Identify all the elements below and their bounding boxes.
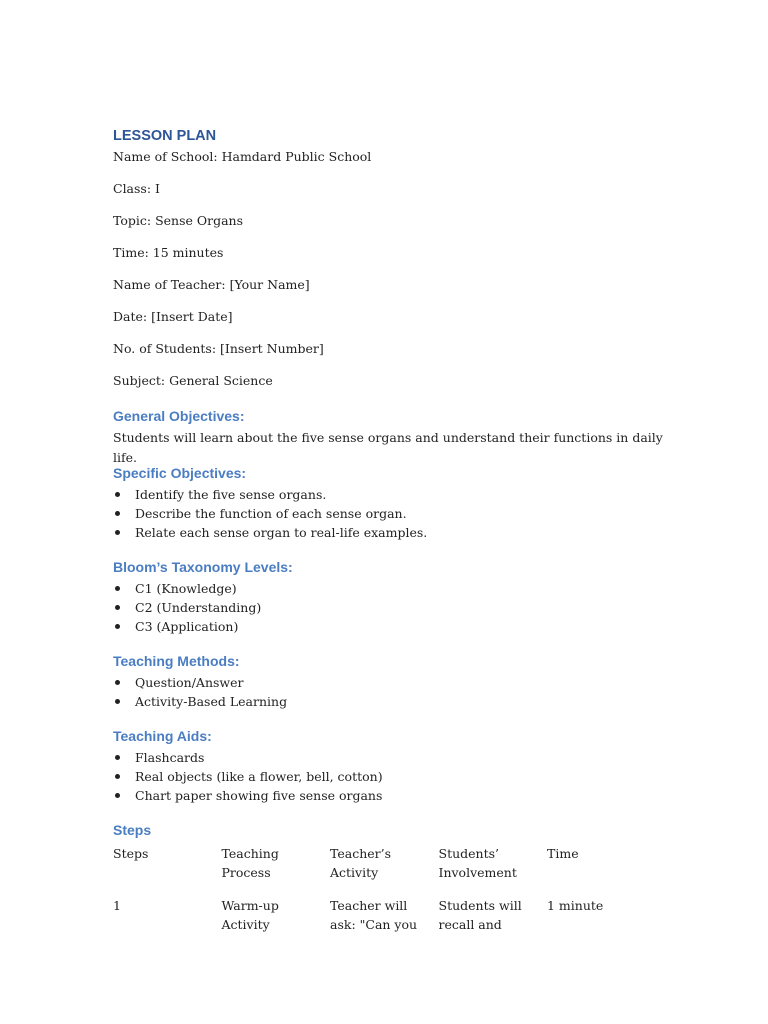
table-header-row — [113, 844, 673, 896]
steps-heading: Steps — [113, 822, 152, 838]
bullet-icon — [115, 624, 120, 629]
header-text: Teaching — [221, 846, 279, 861]
bullet-icon — [115, 511, 120, 516]
list-item — [113, 598, 673, 617]
cell-text: recall and — [438, 917, 502, 932]
table-cell — [439, 896, 548, 934]
bullet-icon — [115, 530, 120, 535]
bullet-icon — [115, 699, 120, 704]
list-item-text: C2 (Understanding) — [135, 600, 262, 615]
specific-objectives-heading: Specific Objectives: — [113, 465, 247, 481]
subject-line: Subject: General Science — [113, 373, 273, 388]
bullet-icon — [115, 774, 120, 779]
document-title: LESSON PLAN — [113, 128, 217, 144]
list-item-text: Relate each sense organ to real-life examples. — [135, 525, 428, 540]
list-item-text: Activity-Based Learning — [135, 694, 288, 709]
bullet-icon — [115, 492, 120, 497]
general-objectives-text: Students will learn about the five sense organs and understand their functions in daily life. — [113, 430, 663, 465]
general-objectives-heading: General Objectives: — [113, 408, 245, 424]
list-item — [113, 485, 673, 504]
header-text: Students’ — [438, 846, 499, 861]
teaching-aids-list — [113, 748, 673, 805]
list-item — [113, 504, 673, 523]
cell-text: Activity — [221, 917, 270, 932]
list-item — [113, 579, 673, 598]
list-item-text: Real objects (like a flower, bell, cotton) — [135, 769, 383, 784]
list-item-text: Question/Answer — [135, 675, 244, 690]
header-text: Process — [221, 865, 271, 880]
teacher-line: Name of Teacher: [Your Name] — [113, 277, 310, 292]
list-item — [113, 692, 673, 711]
table-cell — [222, 896, 331, 934]
class-line: Class: I — [113, 181, 160, 196]
document-content — [113, 126, 673, 934]
cell-text: 1 minute — [547, 898, 604, 913]
column-header-time — [547, 844, 656, 896]
school-name: Name of School: Hamdard Public School — [113, 149, 372, 164]
blooms-taxonomy-list — [113, 579, 673, 636]
cell-text: ask: "Can you — [330, 917, 418, 932]
header-text: Time — [547, 846, 579, 861]
list-item — [113, 523, 673, 542]
teaching-methods-list — [113, 673, 673, 711]
column-header-teachers-activity — [330, 844, 439, 896]
cell-text: Warm-up — [221, 898, 279, 913]
table-row — [113, 896, 673, 934]
cell-text: 1 — [113, 898, 121, 913]
list-item-text: C3 (Application) — [135, 619, 239, 634]
teaching-aids-heading: Teaching Aids: — [113, 728, 212, 744]
list-item — [113, 673, 673, 692]
table-cell — [330, 896, 439, 934]
list-item-text: Chart paper showing five sense organs — [135, 788, 383, 803]
cell-text: Teacher will — [330, 898, 408, 913]
table-cell — [113, 896, 222, 934]
header-text: Steps — [113, 846, 149, 861]
table-cell — [547, 896, 656, 934]
bullet-icon — [115, 586, 120, 591]
time-line: Time: 15 minutes — [113, 245, 224, 260]
list-item — [113, 748, 673, 767]
bullet-icon — [115, 605, 120, 610]
header-text: Teacher’s — [330, 846, 392, 861]
cell-text: Students will — [438, 898, 522, 913]
list-item-text: C1 (Knowledge) — [135, 581, 237, 596]
list-item-text: Describe the function of each sense organ. — [135, 506, 407, 521]
list-item-text: Flashcards — [135, 750, 205, 765]
header-text: Involvement — [438, 865, 517, 880]
bullet-icon — [115, 793, 120, 798]
list-item — [113, 617, 673, 636]
topic-line: Topic: Sense Organs — [113, 213, 244, 228]
bullet-icon — [115, 755, 120, 760]
blooms-taxonomy-heading: Bloom’s Taxonomy Levels: — [113, 559, 293, 575]
date-line: Date: [Insert Date] — [113, 309, 233, 324]
list-item — [113, 767, 673, 786]
column-header-steps — [113, 844, 222, 896]
column-header-teaching-process — [222, 844, 331, 896]
column-header-students-involvement — [439, 844, 548, 896]
specific-objectives-list — [113, 485, 673, 542]
bullet-icon — [115, 680, 120, 685]
teaching-methods-heading: Teaching Methods: — [113, 653, 240, 669]
list-item — [113, 786, 673, 805]
header-text: Activity — [330, 865, 379, 880]
list-item-text: Identify the five sense organs. — [135, 487, 327, 502]
students-line: No. of Students: [Insert Number] — [113, 341, 324, 356]
steps-table — [113, 844, 673, 934]
